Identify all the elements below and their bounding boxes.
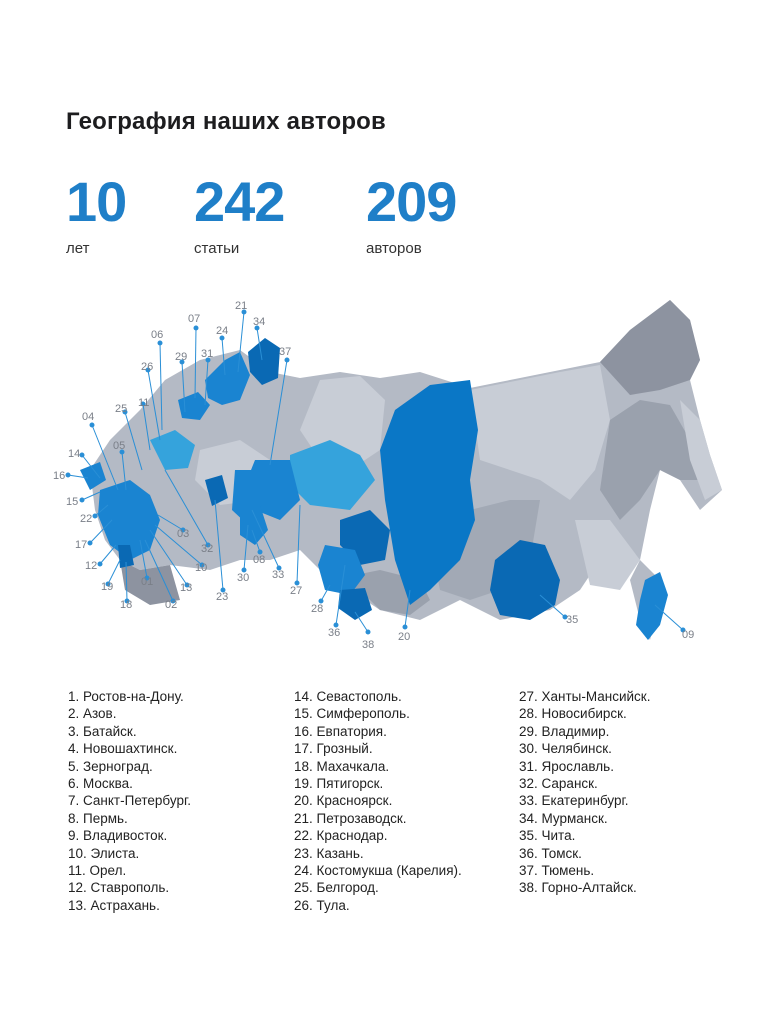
region-label: 20 — [398, 631, 411, 643]
leader-dot — [285, 358, 289, 362]
leader-dot — [88, 541, 92, 545]
region-label: 12 — [85, 560, 98, 572]
legend-item: 11. Орел. — [68, 863, 127, 879]
region-label: 26 — [141, 361, 154, 373]
legend-item: 32. Саранск. — [519, 776, 598, 792]
region-label: 02 — [165, 599, 178, 611]
region-label: 35 — [566, 614, 579, 626]
stat-value: 242 — [194, 170, 285, 233]
stat-articles — [194, 170, 284, 257]
leader-dot — [93, 514, 97, 518]
stat-years — [66, 170, 126, 257]
legend-item: 33. Екатеринбург. — [519, 793, 629, 809]
legend-item: 38. Горно-Алтайск. — [519, 880, 637, 896]
region-label: 24 — [216, 325, 229, 337]
legend-item: 27. Ханты-Мансийск. — [519, 689, 651, 704]
region-label: 10 — [195, 562, 208, 574]
legend-column-3 — [519, 688, 650, 897]
region-label: 27 — [290, 585, 303, 597]
region-label: 23 — [216, 591, 229, 603]
legend-item: 3. Батайск. — [68, 723, 137, 739]
legend-item: 31. Ярославль. — [519, 758, 614, 774]
region-label: 01 — [141, 576, 154, 588]
region-label: 22 — [80, 513, 93, 525]
legend-item: 18. Махачкала. — [294, 758, 390, 774]
region-label: 32 — [201, 543, 214, 555]
legend-item: 14. Севастополь. — [294, 689, 402, 704]
legend-item: 6. Москва. — [68, 776, 133, 792]
region-label: 17 — [75, 539, 88, 551]
region-label: 18 — [120, 599, 133, 611]
region-label: 30 — [237, 572, 250, 584]
legend-item: 12. Ставрополь. — [68, 880, 170, 896]
legend-item: 37. Тюмень. — [519, 863, 595, 879]
legend-item: 26. Тула. — [294, 897, 350, 913]
legend-column-1 — [68, 688, 191, 914]
russia-map — [0, 280, 778, 660]
legend-item: 29. Владимир. — [519, 723, 610, 739]
legend-item: 23. Казань. — [294, 845, 364, 861]
region-label: 21 — [235, 300, 248, 312]
page-title: География наших авторов — [66, 108, 386, 135]
legend-item: 28. Новосибирск. — [519, 706, 627, 722]
stat-authors — [366, 170, 456, 257]
region-label: 28 — [311, 603, 324, 615]
region-label: 29 — [175, 351, 188, 363]
leader-dot — [80, 453, 84, 457]
region-label: 31 — [201, 348, 214, 360]
legend-item: 25. Белгород. — [294, 880, 379, 896]
stat-value: 209 — [366, 170, 457, 233]
stat-label: лет — [66, 240, 90, 257]
region-label: 16 — [53, 470, 66, 482]
region-label: 34 — [253, 316, 266, 328]
legend-item: 15. Симферополь. — [294, 706, 410, 722]
leader-dot — [66, 473, 70, 477]
region-label: 06 — [151, 329, 164, 341]
legend-item: 36. Томск. — [519, 845, 582, 861]
region-label: 19 — [101, 581, 114, 593]
region-label: 14 — [68, 448, 81, 460]
legend-item: 9. Владивосток. — [68, 828, 168, 844]
legend-item: 10. Элиста. — [68, 845, 140, 861]
region-label: 07 — [188, 313, 201, 325]
legend-item: 8. Пермь. — [68, 810, 128, 826]
legend-item: 21. Петрозаводск. — [294, 810, 407, 826]
legend-column-2 — [294, 688, 462, 914]
region-label: 37 — [279, 346, 292, 358]
legend-item: 17. Грозный. — [294, 741, 373, 757]
region-label: 09 — [682, 629, 695, 641]
region-label: 11 — [138, 397, 150, 409]
leader-dot — [80, 498, 84, 502]
leader-dot — [403, 625, 407, 629]
legend-item: 34. Мурманск. — [519, 810, 608, 826]
region-label: 15 — [66, 496, 79, 508]
legend-item: 19. Пятигорск. — [294, 776, 384, 792]
legend-item: 35. Чита. — [519, 828, 576, 844]
legend-item: 2. Азов. — [68, 706, 117, 722]
legend-item: 22. Краснодар. — [294, 828, 388, 844]
legend-item: 1. Ростов-на-Дону. — [68, 689, 184, 704]
legend-item: 24. Костомукша (Карелия). — [294, 863, 462, 879]
region-label: 05 — [113, 440, 126, 452]
region-label: 38 — [362, 639, 375, 651]
legend-item: 16. Евпатория. — [294, 723, 387, 739]
leader-dot — [158, 341, 162, 345]
region-label: 13 — [180, 582, 193, 594]
legend-item: 5. Зерноград. — [68, 758, 153, 774]
leader-dot — [366, 630, 370, 634]
leader-dot — [98, 562, 102, 566]
region-label: 36 — [328, 627, 341, 639]
region-label: 33 — [272, 569, 285, 581]
leader-line — [100, 545, 116, 564]
stat-label: авторов — [366, 240, 422, 257]
legend-item: 4. Новошахтинск. — [68, 741, 178, 757]
legend-item: 30. Челябинск. — [519, 741, 612, 757]
region-label: 03 — [177, 528, 190, 540]
legend-item: 20. Красноярск. — [294, 793, 393, 809]
leader-dot — [194, 326, 198, 330]
stat-label: статьи — [194, 240, 240, 257]
region-label: 08 — [253, 554, 266, 566]
stat-value: 10 — [66, 170, 127, 233]
region-label: 25 — [115, 403, 128, 415]
legend-item: 7. Санкт-Петербург. — [68, 793, 191, 809]
legend-item: 13. Астрахань. — [68, 897, 160, 913]
leader-dot — [90, 423, 94, 427]
region-label: 04 — [82, 411, 95, 423]
